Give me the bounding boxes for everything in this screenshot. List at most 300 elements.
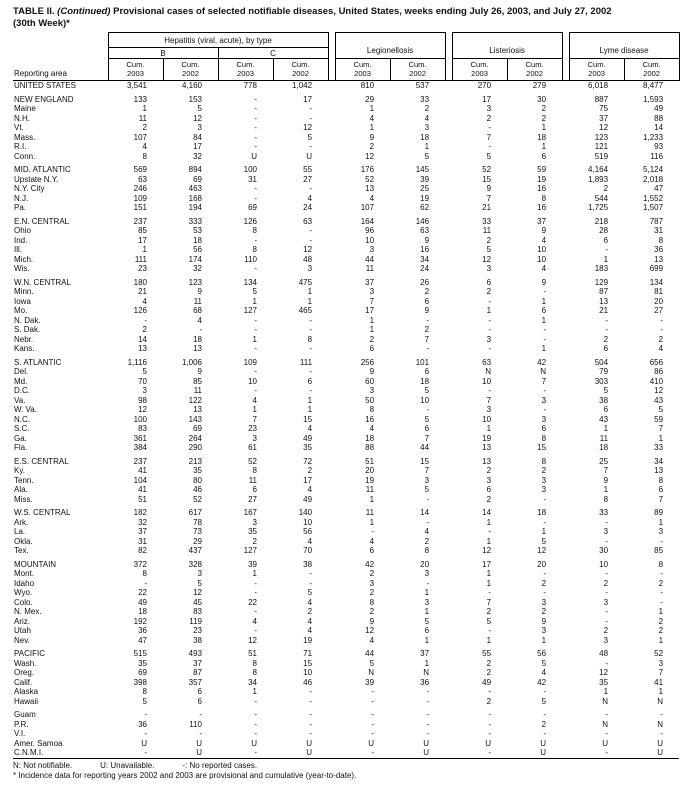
spacer-cell — [562, 687, 569, 697]
value-cell: 1 — [486, 306, 492, 316]
value-cell: 129 — [594, 277, 609, 287]
value-cell: 48 — [303, 254, 313, 264]
value-cell: 123 — [188, 277, 202, 287]
spacer-cell — [328, 255, 335, 265]
spacer-cell — [445, 466, 452, 476]
table-row — [13, 546, 679, 556]
spacer-cell — [445, 527, 452, 537]
spacer-cell — [562, 617, 569, 627]
value-cell: 63 — [303, 216, 313, 226]
value-cell: 10 — [537, 254, 547, 264]
column-header-cum-4: Cum. 2003 — [335, 59, 390, 81]
table-row — [13, 194, 679, 204]
value-cell: 7 — [486, 395, 492, 405]
table-row — [13, 114, 679, 124]
reporting-area-cell: Calif. — [14, 677, 33, 687]
value-cell: - — [426, 710, 430, 720]
value-cell: 10 — [482, 376, 492, 386]
spacer-cell — [445, 668, 452, 678]
value-cell: 19 — [303, 635, 313, 645]
value-cell: 6 — [541, 151, 547, 161]
reporting-area-cell: N.C. — [14, 414, 30, 424]
value-cell: 107 — [133, 132, 147, 142]
value-cell: 17 — [482, 559, 492, 569]
value-cell: 3 — [541, 626, 547, 636]
value-cell: 1 — [541, 296, 547, 306]
reporting-area-cell: Iowa — [14, 296, 31, 306]
value-cell: 18 — [193, 334, 202, 344]
value-cell: 69 — [248, 203, 257, 213]
value-cell: U — [602, 738, 609, 748]
value-cell: 3 — [541, 485, 547, 495]
value-cell: 2 — [486, 668, 492, 678]
value-cell: 100 — [133, 414, 147, 424]
value-cell: 41 — [138, 466, 147, 476]
value-cell: 12 — [599, 668, 609, 678]
spacer-cell — [328, 649, 335, 659]
footnote-incidence: * Incidence data for reporting years 2002 and 2003 are provisional and cumulative (year-to-date). — [13, 770, 357, 780]
value-cell: 89 — [654, 508, 664, 518]
value-cell: - — [660, 315, 664, 325]
value-cell: 27 — [654, 306, 664, 316]
value-cell: 6 — [603, 235, 609, 245]
reporting-area-cell: Colo. — [14, 597, 33, 607]
spacer-cell — [445, 710, 452, 720]
reporting-area-cell: MID. ATLANTIC — [14, 165, 71, 175]
value-cell: 32 — [193, 264, 202, 274]
value-cell: 6 — [603, 405, 609, 415]
value-cell: 23 — [193, 626, 202, 636]
spacer-cell — [328, 104, 335, 114]
value-cell: - — [254, 184, 257, 194]
table-row — [13, 617, 679, 627]
table-row — [13, 485, 679, 495]
value-cell: 111 — [299, 357, 313, 367]
value-cell: 6,018 — [588, 81, 609, 91]
reporting-area-cell: PACIFIC — [14, 649, 45, 659]
spacer-cell — [562, 569, 569, 579]
value-cell: - — [309, 710, 313, 720]
value-cell: 5 — [142, 696, 147, 706]
value-cell: 56 — [303, 527, 313, 537]
value-cell: 2 — [486, 287, 492, 297]
spacer-cell — [562, 123, 569, 133]
value-cell: - — [309, 367, 313, 377]
table-row — [13, 560, 679, 570]
value-cell: 36 — [138, 626, 147, 636]
value-cell: 153 — [188, 94, 202, 104]
footnote-legend — [13, 761, 679, 771]
reporting-area-cell: D.C. — [14, 386, 30, 396]
value-cell: - — [605, 616, 609, 626]
table-row — [13, 316, 679, 326]
value-cell: 2 — [603, 626, 609, 636]
value-cell: U — [485, 738, 492, 748]
value-cell: 18 — [599, 443, 609, 453]
spacer-cell — [445, 325, 452, 335]
value-cell: - — [254, 344, 257, 354]
value-cell: 2 — [603, 334, 609, 344]
value-cell: 9 — [369, 616, 375, 626]
value-cell: 787 — [649, 216, 664, 226]
spacer-cell — [328, 720, 335, 730]
value-cell: 88 — [365, 443, 375, 453]
value-cell: 93 — [654, 142, 664, 152]
value-cell: 8 — [658, 235, 664, 245]
spacer-cell — [562, 396, 569, 406]
spacer-cell — [328, 678, 335, 688]
value-cell: - — [371, 729, 375, 739]
value-cell: 51 — [138, 494, 147, 504]
value-cell: 126 — [133, 306, 147, 316]
table-row — [13, 396, 679, 406]
column-header-cum-7: Cum. 2002 — [507, 59, 562, 81]
value-cell: - — [254, 367, 257, 377]
table-row — [13, 415, 679, 425]
value-cell: N — [657, 719, 664, 729]
value-cell: 9 — [424, 306, 430, 316]
spacer-cell — [562, 560, 569, 570]
table-title — [13, 6, 679, 29]
spacer-cell — [328, 729, 335, 739]
value-cell: 53 — [193, 226, 202, 236]
value-cell: 15 — [303, 658, 313, 668]
value-cell: U — [657, 738, 664, 748]
spacer-cell — [328, 659, 335, 669]
value-cell: - — [309, 104, 313, 114]
table-row — [13, 184, 679, 194]
value-cell: 164 — [360, 216, 375, 226]
table-row — [13, 518, 679, 528]
value-cell: 88 — [654, 113, 664, 123]
value-cell: 23 — [248, 424, 257, 434]
spacer-cell — [562, 316, 569, 326]
value-cell: - — [543, 517, 547, 527]
value-cell: 47 — [654, 184, 664, 194]
value-cell: 9 — [541, 277, 547, 287]
value-cell: 85 — [138, 226, 147, 236]
value-cell: 127 — [243, 546, 257, 556]
value-cell: 18 — [420, 376, 430, 386]
header-spacer — [562, 33, 569, 81]
value-cell: 20 — [654, 296, 664, 306]
value-cell: 98 — [138, 395, 147, 405]
value-cell: 33 — [654, 443, 664, 453]
spacer-cell — [445, 306, 452, 316]
value-cell: - — [309, 315, 313, 325]
spacer-cell — [328, 165, 335, 175]
value-cell: - — [309, 142, 313, 152]
value-cell: 8 — [424, 546, 430, 556]
value-cell: - — [488, 386, 492, 396]
value-cell: 1 — [658, 635, 664, 645]
value-cell: 4 — [424, 527, 430, 537]
value-cell: 6 — [658, 485, 664, 495]
value-cell: 7 — [369, 296, 375, 306]
value-cell: 39 — [248, 559, 257, 569]
value-cell: - — [254, 588, 257, 598]
value-cell: U — [251, 738, 257, 748]
value-cell: 7 — [486, 597, 492, 607]
spacer-cell — [328, 264, 335, 274]
value-cell: 372 — [133, 559, 147, 569]
value-cell: - — [543, 588, 547, 598]
value-cell: 1 — [603, 254, 609, 264]
spacer-cell — [328, 607, 335, 617]
value-cell: 151 — [133, 203, 147, 213]
value-cell: 107 — [360, 203, 375, 213]
value-cell: - — [605, 607, 609, 617]
spacer-cell — [562, 245, 569, 255]
reporting-area-cell: E.N. CENTRAL — [14, 216, 70, 226]
value-cell: 180 — [133, 277, 147, 287]
table-row — [13, 748, 679, 758]
reporting-area-cell: Conn. — [14, 151, 36, 161]
table-row — [13, 537, 679, 547]
value-cell: - — [254, 264, 257, 274]
spacer-cell — [445, 142, 452, 152]
spacer-cell — [562, 588, 569, 598]
spacer-cell — [562, 579, 569, 589]
spacer-cell — [328, 636, 335, 646]
value-cell: 1 — [424, 588, 430, 598]
value-cell: - — [144, 315, 147, 325]
reporting-area-cell: W. Va. — [14, 405, 37, 415]
value-cell: 29 — [193, 536, 202, 546]
value-cell: 56 — [193, 245, 202, 255]
value-cell: 1 — [369, 494, 375, 504]
value-cell: 5 — [424, 616, 430, 626]
spacer-cell — [445, 569, 452, 579]
spacer-cell — [445, 386, 452, 396]
table-row — [13, 226, 679, 236]
value-cell: 38 — [193, 635, 202, 645]
value-cell: 56 — [537, 649, 547, 659]
value-cell: 49 — [138, 597, 147, 607]
value-cell: 33 — [420, 94, 430, 104]
value-cell: 70 — [303, 546, 313, 556]
title-line2: (30th Week)* — [13, 17, 70, 29]
spacer-cell — [445, 434, 452, 444]
spacer-cell — [562, 95, 569, 105]
value-cell: 12 — [365, 626, 375, 636]
value-cell: 537 — [415, 81, 430, 91]
value-cell: 2 — [424, 287, 430, 297]
value-cell: 4 — [369, 635, 375, 645]
value-cell: 4,160 — [181, 81, 202, 91]
value-cell: 1 — [658, 607, 664, 617]
value-cell: - — [254, 235, 257, 245]
spacer-cell — [328, 344, 335, 354]
value-cell: U — [306, 738, 313, 748]
value-cell: 6 — [541, 424, 547, 434]
value-cell: 6 — [424, 626, 430, 636]
value-cell: 52 — [248, 456, 257, 466]
value-cell: - — [605, 748, 609, 758]
spacer-cell — [562, 255, 569, 265]
value-cell: N — [368, 668, 375, 678]
value-cell: 1 — [486, 635, 492, 645]
value-cell: - — [488, 710, 492, 720]
value-cell: 2 — [369, 588, 375, 598]
value-cell: 237 — [133, 216, 147, 226]
value-cell: 3 — [424, 597, 430, 607]
value-cell: 8 — [252, 226, 257, 236]
value-cell: 78 — [193, 517, 202, 527]
spacer-cell — [445, 626, 452, 636]
spacer-cell — [445, 687, 452, 697]
value-cell: 1 — [541, 635, 547, 645]
value-cell: - — [543, 710, 547, 720]
table-row — [13, 668, 679, 678]
value-cell: 3 — [369, 287, 375, 297]
col-group-hepatitis: Hepatitis (viral, acute), by type — [108, 33, 328, 48]
value-cell: 146 — [415, 216, 430, 226]
value-cell: - — [605, 315, 609, 325]
value-cell: 121 — [594, 142, 609, 152]
value-cell: 10 — [599, 559, 609, 569]
spacer-cell — [445, 114, 452, 124]
reporting-area-cell: Ky. — [14, 466, 25, 476]
spacer-cell — [445, 194, 452, 204]
spacer-cell — [328, 546, 335, 556]
table-body — [13, 81, 679, 759]
title-prefix: TABLE II. — [13, 6, 55, 17]
value-cell: - — [543, 386, 547, 396]
spacer-cell — [562, 649, 569, 659]
reporting-area-cell: N. Dak. — [14, 315, 41, 325]
table-row — [13, 344, 679, 354]
spacer-cell — [328, 434, 335, 444]
spacer-cell — [562, 217, 569, 227]
value-cell: - — [309, 729, 313, 739]
table-row — [13, 697, 679, 707]
value-cell: 4 — [307, 616, 313, 626]
value-cell: 11 — [248, 475, 257, 485]
table-row — [13, 264, 679, 274]
table-row — [13, 133, 679, 143]
value-cell: 1 — [424, 142, 430, 152]
value-cell: 41 — [138, 485, 147, 495]
spacer-cell — [445, 236, 452, 246]
value-cell: 8 — [658, 475, 664, 485]
spacer-cell — [328, 297, 335, 307]
value-cell: 31 — [654, 226, 664, 236]
value-cell: 35 — [248, 527, 257, 537]
value-cell: U — [540, 748, 547, 758]
value-cell: 35 — [138, 658, 147, 668]
value-cell: 7 — [252, 414, 257, 424]
value-cell: 9 — [369, 132, 375, 142]
value-cell: 6 — [197, 696, 202, 706]
table-row — [13, 626, 679, 636]
value-cell: - — [605, 245, 609, 255]
spacer-cell — [328, 518, 335, 528]
value-cell: 2 — [307, 466, 313, 476]
reporting-area-header: Reporting area — [13, 33, 108, 81]
value-cell: - — [144, 710, 147, 720]
value-cell: 569 — [133, 165, 147, 175]
reporting-area-cell: Upstate N.Y. — [14, 174, 59, 184]
value-cell: 12 — [303, 245, 313, 255]
value-cell: 38 — [303, 559, 313, 569]
value-cell: 3 — [424, 123, 430, 133]
spacer-cell — [445, 617, 452, 627]
spacer-cell — [328, 617, 335, 627]
spacer-cell — [562, 424, 569, 434]
value-cell: 699 — [649, 264, 664, 274]
value-cell: 1 — [252, 569, 257, 579]
reporting-area-cell: MOUNTAIN — [14, 559, 57, 569]
value-cell: 37 — [193, 658, 202, 668]
value-cell: 2 — [541, 607, 547, 617]
value-cell: 3 — [369, 245, 375, 255]
value-cell: 2 — [486, 658, 492, 668]
value-cell: 1,725 — [588, 203, 609, 213]
table-row — [13, 236, 679, 246]
spacer-cell — [445, 649, 452, 659]
value-cell: - — [488, 588, 492, 598]
value-cell: 31 — [248, 174, 257, 184]
value-cell: 21 — [599, 306, 609, 316]
table-row — [13, 245, 679, 255]
value-cell: U — [423, 738, 430, 748]
spacer-cell — [445, 457, 452, 467]
value-cell: 34 — [420, 254, 430, 264]
value-cell: 5 — [486, 151, 492, 161]
value-cell: 7 — [424, 433, 430, 443]
value-cell: 15 — [482, 174, 492, 184]
value-cell: - — [371, 719, 375, 729]
value-cell: - — [254, 142, 257, 152]
spacer-cell — [562, 81, 569, 91]
value-cell: 44 — [365, 649, 375, 659]
value-cell: - — [543, 494, 547, 504]
value-cell: 11 — [138, 113, 147, 123]
spacer-cell — [445, 123, 452, 133]
value-cell: 4 — [142, 296, 147, 306]
value-cell: 3 — [541, 395, 547, 405]
value-cell: 2 — [541, 578, 547, 588]
value-cell: 17 — [193, 142, 202, 152]
spacer-cell — [328, 325, 335, 335]
value-cell: 3 — [658, 527, 664, 537]
spacer-cell — [328, 287, 335, 297]
spacer-cell — [445, 358, 452, 368]
value-cell: 21 — [138, 287, 147, 297]
reporting-area-cell: Ind. — [14, 235, 28, 245]
value-cell: 52 — [654, 649, 664, 659]
value-cell: 1 — [603, 485, 609, 495]
reporting-area-cell: Ga. — [14, 433, 27, 443]
table-row — [13, 659, 679, 669]
spacer-cell — [328, 495, 335, 505]
reporting-area-cell: N. Mex. — [14, 607, 42, 617]
value-cell: 14 — [482, 508, 492, 518]
value-cell: 5 — [424, 485, 430, 495]
value-cell: N — [485, 367, 492, 377]
reporting-area-cell: N.J. — [14, 193, 29, 203]
value-cell: 9 — [486, 184, 492, 194]
reporting-area-cell: Idaho — [14, 578, 35, 588]
value-cell: 7 — [658, 668, 664, 678]
value-cell: 82 — [138, 546, 147, 556]
spacer-cell — [562, 508, 569, 518]
spacer-cell — [445, 518, 452, 528]
value-cell: 11 — [193, 296, 202, 306]
spacer-cell — [445, 226, 452, 236]
spacer-cell — [445, 546, 452, 556]
